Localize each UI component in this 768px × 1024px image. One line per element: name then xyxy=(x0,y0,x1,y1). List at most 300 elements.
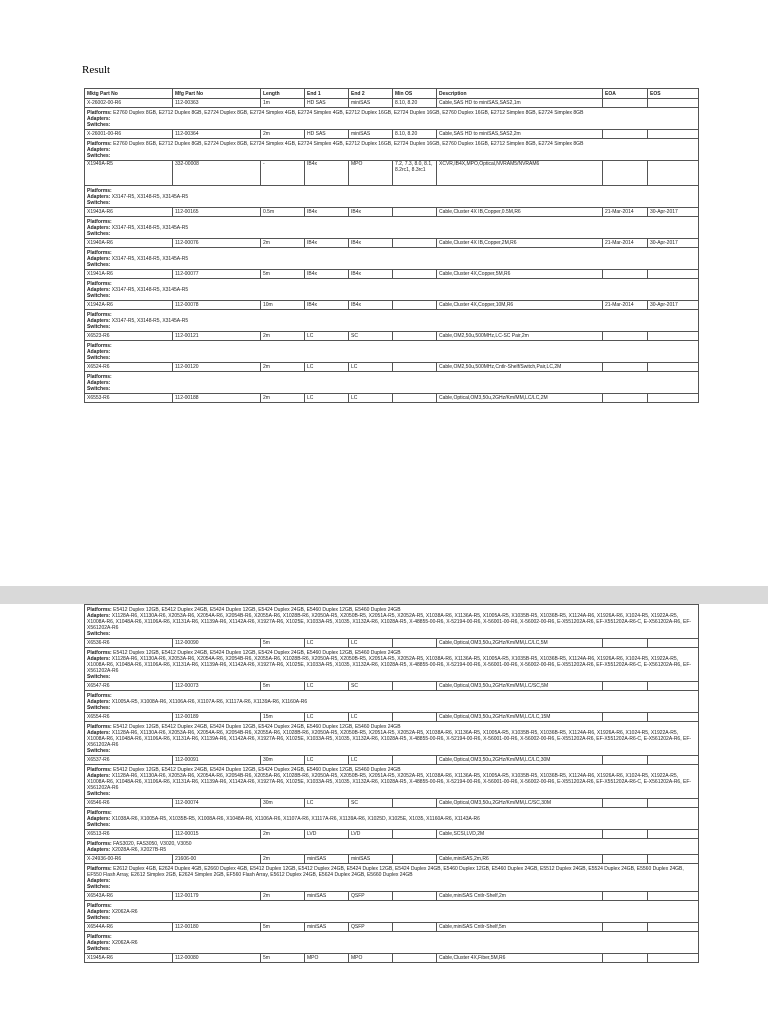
cell-min-os xyxy=(393,639,437,648)
detail-row xyxy=(85,139,699,161)
detail-row xyxy=(85,217,699,239)
adapters-value: X1128A-R6, X1130A-R6, X2053A-R6, X2054A-R6, X2054B-R6, X2055A-R6, X1028B-R6, X2050A-R5, X2050B-R5, X2051A-R5, X2052A-R5, X1038A-R6, X1136A-R5, X1005A-R5, X1035B-R5, X1036B-R5, X1124A-R6, X1926A-R6, X1024-R5, X1922A-R5, X1008A-R6, X1048A-R6, X1106A-R6, X1131A-R6, X1139A-R6, X1142A-R6, X1927A-R6, X1025E, X1033A-R5, X1035, X1132A-R6, X1028A-R5, X-48855-00-R6, X-52194-00-R6, X-56001-00-R6, X-56002-00-R6, E-X551202A-R6, EF-X551202A-R6-C, E-X561202A-R6, EF-X561202A-R6 xyxy=(87,773,692,791)
cell-mfg-part-no: 112-00188 xyxy=(173,394,261,403)
adapters-value: X2062A-R6 xyxy=(111,909,138,915)
table-row xyxy=(85,130,699,139)
cell-mfg-part-no: 112-00364 xyxy=(173,130,261,139)
cell-eos xyxy=(648,332,699,341)
cell-mfg-part-no: 112-00076 xyxy=(173,239,261,248)
header-eoa: EOA xyxy=(603,89,648,99)
switches-line xyxy=(87,791,696,797)
platforms-value: E2760 Duplex 8GB, E2712 Duplex 8GB, E2724 Duplex 8GB, E2724 Simplex 4GB, E2724 Simplex 4GB, E2712 Duplex 16GB, E2724 Duplex 16GB, E2760 Duplex 16GB, E2712 Simplex 8GB, E2724 Simplex 8GB xyxy=(113,141,584,147)
compatibility-details xyxy=(85,839,699,855)
cell-end-2: LVD xyxy=(349,830,393,839)
table-row xyxy=(85,830,699,839)
compatibility-details xyxy=(85,108,699,130)
cell-description: XCVR,IB4X,MPO,Optical,NVRAM5/NVRAM6 xyxy=(437,161,603,186)
detail-row xyxy=(85,808,699,830)
cell-min-os xyxy=(393,682,437,691)
table-row xyxy=(85,99,699,108)
cell-description: Cable,OM2,50u,500MHz,Cntlr-Shelf/Switch,Pair,LC,2M xyxy=(437,363,603,372)
cell-eos xyxy=(648,394,699,403)
compatibility-details xyxy=(85,341,699,363)
cell-eoa xyxy=(603,270,648,279)
cell-mktg-part-no: X6524-R6 xyxy=(85,363,173,372)
adapters-line xyxy=(87,656,696,674)
adapters-label: Adapters: xyxy=(87,318,111,324)
cell-mfg-part-no: 112-00078 xyxy=(173,301,261,310)
platforms-label: Platforms: xyxy=(87,724,112,730)
cell-end-2: MPO xyxy=(349,161,393,186)
cell-end-2: IB4x xyxy=(349,239,393,248)
platforms-value: E5412 Duplex 12GB, E5412 Duplex 24GB, E5424 Duplex 12GB, E5424 Duplex 24GB, E5460 Duplex 12GB, E5460 Duplex 24GB xyxy=(113,724,401,730)
table-row xyxy=(85,639,699,648)
cell-eoa xyxy=(603,394,648,403)
switches-label: Switches: xyxy=(87,231,111,237)
cell-end-2: LC xyxy=(349,756,393,765)
switches-label: Switches: xyxy=(87,822,111,828)
platforms-label: Platforms: xyxy=(87,250,112,256)
adapters-value: X2062A-R6 xyxy=(111,940,138,946)
adapters-label: Adapters: xyxy=(87,194,111,200)
cell-eos xyxy=(648,363,699,372)
cell-end-1: IB4x xyxy=(305,239,349,248)
compatibility-details xyxy=(85,722,699,756)
cell-end-2: miniSAS xyxy=(349,855,393,864)
platforms-label: Platforms: xyxy=(87,343,112,349)
platforms-value: E2760 Duplex 8GB, E2712 Duplex 8GB, E2724 Duplex 8GB, E2724 Simplex 4GB, E2724 Simplex 4GB, E2712 Duplex 16GB, E2724 Duplex 16GB, E2760 Duplex 16GB, E2712 Simplex 8GB, E2724 Simplex 8GB xyxy=(113,110,584,116)
header-length: Length xyxy=(261,89,305,99)
header-mfg-part-no: Mfg Part No xyxy=(173,89,261,99)
header-mktg-part-no: Mktg Part No xyxy=(85,89,173,99)
cell-eos xyxy=(648,130,699,139)
cell-mfg-part-no: 112-00121 xyxy=(173,332,261,341)
adapters-value: X1128A-R6, X1130A-R6, X2053A-R6, X2054A-R6, X2054B-R6, X2055A-R6, X1028B-R6, X2050A-R5, X2050B-R5, X2051A-R5, X2052A-R5, X1038A-R6, X1136A-R5, X1005A-R5, X1035B-R5, X1036B-R5, X1124A-R6, X1926A-R6, X1024-R5, X1922A-R5, X1008A-R6, X1048A-R6, X1106A-R6, X1131A-R6, X1139A-R6, X1142A-R6, X1927A-R6, X1025E, X1033A-R5, X1035, X1132A-R6, X1028A-R5, X-48855-00-R6, X-52194-00-R6, X-56001-00-R6, X-56002-00-R6, E-X551202A-R6, EF-X551202A-R6-C, E-X561202A-R6, EF-X561202A-R6 xyxy=(87,730,692,748)
cell-eos: 30-Apr-2017 xyxy=(648,301,699,310)
platforms-value: E5412 Duplex 12GB, E5412 Duplex 24GB, E5424 Duplex 12GB, E5424 Duplex 24GB, E5460 Duplex 12GB, E5460 Duplex 24GB xyxy=(113,607,401,613)
switches-line xyxy=(87,748,696,754)
cell-eoa xyxy=(603,892,648,901)
adapters-value: X3147-R5, X3148-R5, X3145A-R5 xyxy=(111,287,189,293)
cell-end-1: LC xyxy=(305,639,349,648)
cell-mktg-part-no: X1942A-R6 xyxy=(85,301,173,310)
switches-label: Switches: xyxy=(87,748,111,754)
cell-end-1: LVD xyxy=(305,830,349,839)
cell-eoa xyxy=(603,713,648,722)
adapters-label: Adapters: xyxy=(87,256,111,262)
cell-eos xyxy=(648,639,699,648)
adapters-value: X3147-R5, X3148-R5, X3145A-R5 xyxy=(111,256,189,262)
detail-row xyxy=(85,932,699,954)
header-min-os: Min OS xyxy=(393,89,437,99)
cell-length: 1m xyxy=(261,99,305,108)
cell-end-1: LC xyxy=(305,682,349,691)
cell-length: - xyxy=(261,161,305,186)
cell-end-1: LC xyxy=(305,713,349,722)
cell-end-1: LC xyxy=(305,799,349,808)
switches-line xyxy=(87,884,696,890)
cell-mktg-part-no: X1940A-R6 xyxy=(85,239,173,248)
platforms-label: Platforms: xyxy=(87,903,112,909)
cell-description: Cable,Cluster 4X,Copper,5M,R6 xyxy=(437,270,603,279)
cell-eos: 30-Apr-2017 xyxy=(648,208,699,217)
cable-table-page-one xyxy=(84,88,699,403)
page-title: Result xyxy=(82,64,111,76)
page-two xyxy=(0,604,768,1024)
table-row xyxy=(85,892,699,901)
cell-mktg-part-no: X1945A-R6 xyxy=(85,954,173,963)
cell-min-os xyxy=(393,923,437,932)
cell-description: Cable,miniSAS,2m,R6 xyxy=(437,855,603,864)
detail-row xyxy=(85,310,699,332)
cell-description: Cable,Optical,OM3,50u,2GHz/Km/MM,LC/LC,5M xyxy=(437,639,603,648)
cell-end-2: QSFP xyxy=(349,892,393,901)
adapters-label: Adapters: xyxy=(87,656,111,662)
cell-min-os xyxy=(393,855,437,864)
compatibility-details xyxy=(85,139,699,161)
cell-end-2: LC xyxy=(349,713,393,722)
detail-row xyxy=(85,648,699,682)
switches-label: Switches: xyxy=(87,355,111,361)
adapters-label: Adapters: xyxy=(87,380,111,386)
cell-length: 30m xyxy=(261,799,305,808)
cell-eoa xyxy=(603,756,648,765)
switches-line xyxy=(87,946,696,952)
adapters-label: Adapters: xyxy=(87,878,111,884)
cell-mktg-part-no: X1941A-R6 xyxy=(85,270,173,279)
cell-end-1: LC xyxy=(305,332,349,341)
adapters-label: Adapters: xyxy=(87,116,111,122)
cell-mktg-part-no: X6546-R6 xyxy=(85,799,173,808)
platforms-value: E5412 Duplex 12GB, E5412 Duplex 24GB, E5424 Duplex 12GB, E5424 Duplex 24GB, E5460 Duplex 12GB, E5460 Duplex 24GB xyxy=(113,767,401,773)
cell-end-2: IB4x xyxy=(349,208,393,217)
table-row xyxy=(85,713,699,722)
cell-mktg-part-no: X1949A-R5 xyxy=(85,161,173,186)
cell-eoa xyxy=(603,639,648,648)
compatibility-details xyxy=(85,186,699,208)
cell-end-2: QSFP xyxy=(349,923,393,932)
cell-end-1: IB4x xyxy=(305,161,349,186)
adapters-label: Adapters: xyxy=(87,147,111,153)
cell-eoa: 21-Mar-2014 xyxy=(603,208,648,217)
platforms-label: Platforms: xyxy=(87,374,112,380)
adapters-value: X3147-R5, X3148-R5, X3145A-R5 xyxy=(111,318,189,324)
cell-end-1: LC xyxy=(305,394,349,403)
cell-end-1: LC xyxy=(305,363,349,372)
cell-description: Cable,Optical,OM3,50u,2GHz/Km/MM,LC/LC,30M xyxy=(437,756,603,765)
cell-description: Cable,Cluster 4X,Copper,10M,R6 xyxy=(437,301,603,310)
cell-mfg-part-no: 112-00074 xyxy=(173,799,261,808)
compatibility-details xyxy=(85,605,699,639)
cell-eos xyxy=(648,892,699,901)
platforms-label: Platforms: xyxy=(87,841,112,847)
cell-mfg-part-no: 112-00090 xyxy=(173,639,261,648)
cell-min-os xyxy=(393,394,437,403)
switches-label: Switches: xyxy=(87,915,111,921)
cell-description: Cable,Cluster 4X IB,Copper,2M,R6 xyxy=(437,239,603,248)
switches-line xyxy=(87,122,696,128)
cell-eos xyxy=(648,830,699,839)
adapters-value: X1128A-R6, X1130A-R6, X2053A-R6, X2054A-R6, X2054B-R6, X2055A-R6, X1028B-R6, X2050A-R5, X2050B-R5, X2051A-R5, X2052A-R5, X1038A-R6, X1136A-R5, X1005A-R5, X1035B-R5, X1036B-R5, X1124A-R6, X1926A-R6, X1024-R5, X1922A-R5, X1008A-R6, X1048A-R6, X1106A-R6, X1131A-R6, X1139A-R6, X1142A-R6, X1927A-R6, X1025E, X1033A-R5, X1035, X1132A-R6, X1028A-R5, X-48855-00-R6, X-52194-00-R6, X-56001-00-R6, X-56002-00-R6, E-X551202A-R6, EF-X551202A-R6-C, E-X561202A-R6, EF-X561202A-R6 xyxy=(87,656,692,674)
detail-row xyxy=(85,691,699,713)
adapters-label: Adapters: xyxy=(87,816,111,822)
cell-length: 2m xyxy=(261,130,305,139)
switches-label: Switches: xyxy=(87,674,111,680)
cell-length: 2m xyxy=(261,892,305,901)
adapters-value: X1128A-R6, X1130A-R6, X2053A-R6, X2054A-R6, X2054B-R6, X2055A-R6, X1028B-R6, X2050A-R5, X2050B-R5, X2051A-R5, X2052A-R5, X1038A-R6, X1136A-R5, X1005A-R5, X1035B-R5, X1036B-R5, X1124A-R6, X1926A-R6, X1024-R5, X1922A-R5, X1008A-R6, X1048A-R6, X1106A-R6, X1131A-R6, X1139A-R6, X1142A-R6, X1927A-R6, X1025E, X1033A-R5, X1035, X1132A-R6, X1028A-R5, X-48855-00-R6, X-52194-00-R6, X-56001-00-R6, X-56002-00-R6, E-X551202A-R6, EF-X551202A-R6-C, E-X561202A-R6, EF-X561202A-R6 xyxy=(87,613,692,631)
switches-label: Switches: xyxy=(87,153,111,159)
cell-length: 5m xyxy=(261,923,305,932)
table-row xyxy=(85,394,699,403)
cell-description: Cable,Cluster 4X,Fiber,5M,R6 xyxy=(437,954,603,963)
cell-end-2: IB4x xyxy=(349,301,393,310)
cell-mktg-part-no: X6553-R6 xyxy=(85,394,173,403)
header-eos: EOS xyxy=(648,89,699,99)
cell-eoa xyxy=(603,332,648,341)
platforms-label: Platforms: xyxy=(87,219,112,225)
cell-eoa xyxy=(603,130,648,139)
detail-row xyxy=(85,839,699,855)
compatibility-details xyxy=(85,691,699,713)
cell-end-2: LC xyxy=(349,394,393,403)
adapters-line xyxy=(87,847,696,853)
adapters-line xyxy=(87,730,696,748)
cell-min-os xyxy=(393,301,437,310)
cell-mktg-part-no: X6523-R6 xyxy=(85,332,173,341)
adapters-label: Adapters: xyxy=(87,773,111,779)
cell-mktg-part-no: X6543A-R6 xyxy=(85,892,173,901)
switches-label: Switches: xyxy=(87,884,111,890)
platforms-label: Platforms: xyxy=(87,110,112,116)
table-row xyxy=(85,208,699,217)
compatibility-details xyxy=(85,279,699,301)
cell-end-2: SC xyxy=(349,682,393,691)
cell-end-2: SC xyxy=(349,332,393,341)
cell-eos xyxy=(648,855,699,864)
cell-min-os: 8.10, 8.20 xyxy=(393,99,437,108)
cell-length: 5m xyxy=(261,639,305,648)
table-row xyxy=(85,954,699,963)
adapters-value: X3147-R5, X3148-R5, X3145A-R5 xyxy=(111,225,189,231)
cell-min-os xyxy=(393,208,437,217)
cell-mktg-part-no: X6536-R6 xyxy=(85,639,173,648)
cell-mktg-part-no: X6544A-R6 xyxy=(85,923,173,932)
switches-line xyxy=(87,262,696,268)
platforms-label: Platforms: xyxy=(87,141,112,147)
platforms-label: Platforms: xyxy=(87,281,112,287)
cell-mfg-part-no: 21606-00 xyxy=(173,855,261,864)
cell-length: 5m xyxy=(261,954,305,963)
cell-mfg-part-no: 112-00015 xyxy=(173,830,261,839)
cell-mfg-part-no: 112-00091 xyxy=(173,756,261,765)
cell-length: 0.5m xyxy=(261,208,305,217)
cell-eoa xyxy=(603,923,648,932)
cell-eoa xyxy=(603,363,648,372)
table-row xyxy=(85,301,699,310)
table-row xyxy=(85,923,699,932)
detail-row xyxy=(85,605,699,639)
cell-mfg-part-no: 112-00179 xyxy=(173,892,261,901)
cell-description: Cable,OM2,50u,500MHz,LC-SC Pair,2m xyxy=(437,332,603,341)
cell-min-os xyxy=(393,756,437,765)
adapters-line xyxy=(87,613,696,631)
cell-description: Cable,SAS HD to miniSAS,SAS2,2m xyxy=(437,130,603,139)
table-row xyxy=(85,756,699,765)
cell-eos xyxy=(648,713,699,722)
cell-length: 2m xyxy=(261,855,305,864)
table-row xyxy=(85,363,699,372)
cell-description: Cable,miniSAS Cntlr-Shelf,5m xyxy=(437,923,603,932)
switches-label: Switches: xyxy=(87,324,111,330)
platforms-label: Platforms: xyxy=(87,693,112,699)
platforms-label: Platforms: xyxy=(87,188,112,194)
cell-length: 2m xyxy=(261,332,305,341)
platforms-label: Platforms: xyxy=(87,650,112,656)
platforms-value: FAS3020, FAS3050, V3020, V3050 xyxy=(113,841,192,847)
cell-description: Cable,Optical,OM3,50u,2GHz/Km/MM,LC/LC,15M xyxy=(437,713,603,722)
switches-label: Switches: xyxy=(87,200,111,206)
cell-eoa xyxy=(603,682,648,691)
header-row xyxy=(85,89,699,99)
cell-eos xyxy=(648,99,699,108)
cell-description: Cable,Optical,OM3,50u,2GHz/Km/MM,LC/SC,5M xyxy=(437,682,603,691)
cell-end-2: LC xyxy=(349,363,393,372)
platforms-label: Platforms: xyxy=(87,866,112,872)
cell-end-2: SC xyxy=(349,799,393,808)
cell-end-2: miniSAS xyxy=(349,99,393,108)
cell-length: 2m xyxy=(261,830,305,839)
adapters-label: Adapters: xyxy=(87,699,111,705)
cell-eoa xyxy=(603,799,648,808)
adapters-label: Adapters: xyxy=(87,940,111,946)
cell-mktg-part-no: X-26002-00-R6 xyxy=(85,99,173,108)
detail-row xyxy=(85,341,699,363)
compatibility-details xyxy=(85,765,699,799)
adapters-label: Adapters: xyxy=(87,909,111,915)
cable-table-page-two xyxy=(84,604,699,963)
cell-length: 2m xyxy=(261,394,305,403)
adapters-value: X2028A-R6, X2027B-R5 xyxy=(111,847,167,853)
switches-label: Switches: xyxy=(87,293,111,299)
cell-description: Cable,SAS HD to miniSAS,SAS2,1m xyxy=(437,99,603,108)
switches-label: Switches: xyxy=(87,705,111,711)
cell-mktg-part-no: X6547-R6 xyxy=(85,682,173,691)
compatibility-details xyxy=(85,217,699,239)
cell-mktg-part-no: X-24936-00-R6 xyxy=(85,855,173,864)
cell-end-1: LC xyxy=(305,756,349,765)
switches-line xyxy=(87,705,696,711)
cell-end-1: IB4x xyxy=(305,270,349,279)
compatibility-details xyxy=(85,248,699,270)
table-row xyxy=(85,682,699,691)
cell-min-os xyxy=(393,270,437,279)
cell-mfg-part-no: 112-00180 xyxy=(173,923,261,932)
cell-end-2: IB4x xyxy=(349,270,393,279)
table-row xyxy=(85,239,699,248)
platforms-value: E2612 Duplex 4GB, E2624 Duplex 4GB, E2660 Duplex 4GB, E5412 Duplex 12GB, E5412 Duplex 24GB, E5424 Duplex 12GB, E5424 Duplex 24GB, E5460 Duplex 12GB, E5460 Duplex 24GB, E5512 Duplex 24GB, E5524 Duplex 24GB, E5560 Duplex 24GB, EF550 Flash Array, E2612 Simplex 2GB, E2624 Simplex 2GB, EF560 Flash Array, E5612 Duplex 24GB, E5624 Duplex 24GB, E5660 Duplex 24GB xyxy=(87,866,684,878)
cell-eoa xyxy=(603,855,648,864)
platforms-label: Platforms: xyxy=(87,810,112,816)
cell-min-os xyxy=(393,332,437,341)
cell-min-os xyxy=(393,892,437,901)
cell-min-os xyxy=(393,954,437,963)
adapters-label: Adapters: xyxy=(87,847,111,853)
detail-row xyxy=(85,108,699,130)
cell-end-1: miniSAS xyxy=(305,855,349,864)
compatibility-details xyxy=(85,310,699,332)
switches-line xyxy=(87,324,696,330)
cell-description: Cable,Optical,OM3,50u,2GHz/Km/MM,LC/LC,2M xyxy=(437,394,603,403)
cell-mktg-part-no: X6554-R6 xyxy=(85,713,173,722)
adapters-label: Adapters: xyxy=(87,287,111,293)
header-end-1: End 1 xyxy=(305,89,349,99)
cell-mfg-part-no: 112-00120 xyxy=(173,363,261,372)
cell-eoa xyxy=(603,954,648,963)
cell-length: 15m xyxy=(261,713,305,722)
switches-label: Switches: xyxy=(87,631,111,637)
detail-row xyxy=(85,722,699,756)
compatibility-details xyxy=(85,372,699,394)
cell-end-2: LC xyxy=(349,639,393,648)
compatibility-details xyxy=(85,808,699,830)
switches-line xyxy=(87,231,696,237)
cell-end-1: miniSAS xyxy=(305,923,349,932)
switches-line xyxy=(87,386,696,392)
header-end-2: End 2 xyxy=(349,89,393,99)
platforms-label: Platforms: xyxy=(87,312,112,318)
compatibility-details xyxy=(85,864,699,892)
cell-eos xyxy=(648,954,699,963)
compatibility-details xyxy=(85,932,699,954)
adapters-value: X1038A-R6, X1005A-R5, X1035B-R5, X1008A-R6, X1048A-R6, X1106A-R6, X1107A-R6, X1117A-R6, X1139A-R6, X1025D, X1025E, X1035, X1160A-R6, X1143A-R6 xyxy=(111,816,480,822)
table-row xyxy=(85,270,699,279)
cell-eos xyxy=(648,923,699,932)
detail-row xyxy=(85,186,699,208)
header-description: Description xyxy=(437,89,603,99)
cell-end-1: MPO xyxy=(305,954,349,963)
switches-label: Switches: xyxy=(87,791,111,797)
cell-description: Cable,Optical,OM3,50u,2GHz/Km/MM,LC/SC,30M xyxy=(437,799,603,808)
cell-length: 2m xyxy=(261,363,305,372)
cell-mfg-part-no: 332-00008 xyxy=(173,161,261,186)
cell-description: Cable,miniSAS Cntlr-Shelf,2m xyxy=(437,892,603,901)
switches-line xyxy=(87,915,696,921)
table-row xyxy=(85,332,699,341)
detail-row xyxy=(85,864,699,892)
cell-eoa xyxy=(603,99,648,108)
switches-label: Switches: xyxy=(87,122,111,128)
cell-mfg-part-no: 112-00080 xyxy=(173,954,261,963)
cell-end-1: HD SAS xyxy=(305,130,349,139)
cell-mfg-part-no: 112-00165 xyxy=(173,208,261,217)
cell-eoa: 21-Mar-2014 xyxy=(603,301,648,310)
platforms-label: Platforms: xyxy=(87,607,112,613)
cell-min-os xyxy=(393,830,437,839)
cell-min-os xyxy=(393,363,437,372)
cell-min-os xyxy=(393,799,437,808)
cell-eos xyxy=(648,161,699,186)
cell-eoa xyxy=(603,830,648,839)
cell-end-1: IB4x xyxy=(305,208,349,217)
adapters-label: Adapters: xyxy=(87,349,111,355)
detail-row xyxy=(85,765,699,799)
cell-min-os: 8.10, 8.20 xyxy=(393,130,437,139)
switches-label: Switches: xyxy=(87,386,111,392)
table-row xyxy=(85,799,699,808)
cell-mktg-part-no: X1943A-R6 xyxy=(85,208,173,217)
cell-end-1: miniSAS xyxy=(305,892,349,901)
cell-eos xyxy=(648,756,699,765)
